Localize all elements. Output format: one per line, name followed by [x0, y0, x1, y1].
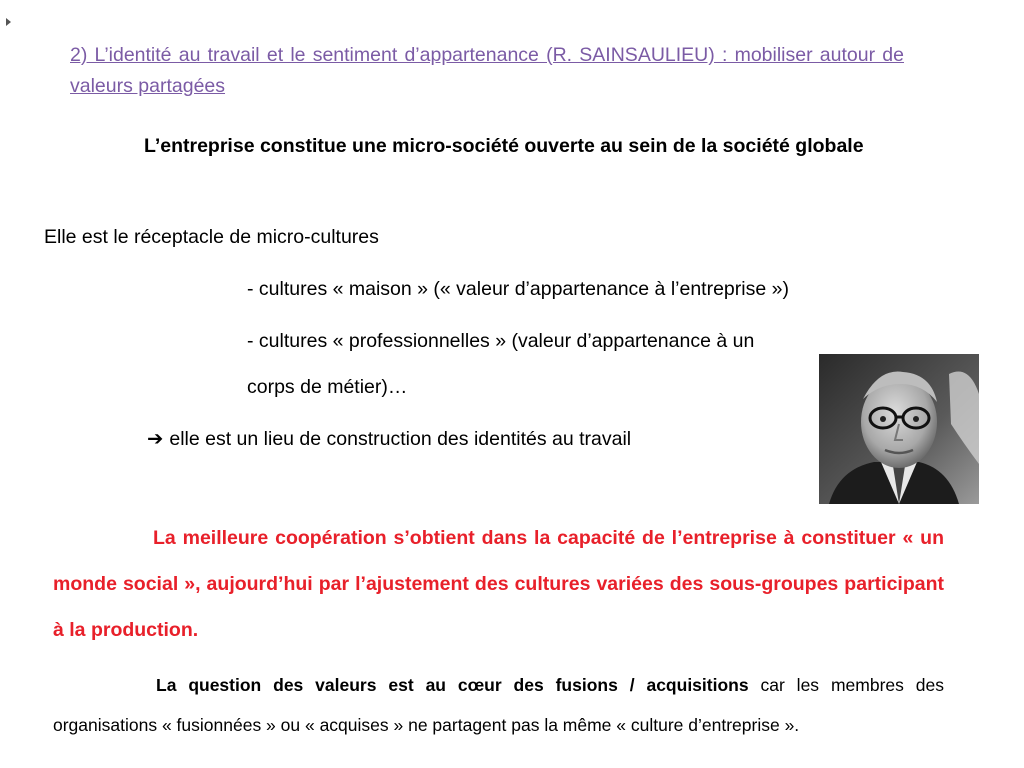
receptacle-line: Elle est le réceptacle de micro-cultures	[44, 226, 379, 248]
culture-maison-item: - cultures « maison » (« valeur d’appartenance à l’entreprise »)	[247, 278, 789, 300]
values-rest: car les membres des organisations « fusionnées » ou « acquises » ne partagent pas la même « culture d’entreprise ».	[53, 675, 944, 735]
values-paragraph	[53, 665, 944, 745]
slide-bullet-icon	[6, 18, 11, 26]
intro-paragraph: L’entreprise constitue une micro-société ouverte au sein de la société globale	[144, 135, 864, 157]
arrow-right-icon: ➔	[147, 428, 164, 450]
values-bold-lead: La question des valeurs est au cœur des fusions / acquisitions	[156, 675, 749, 695]
conclusion-line	[147, 425, 631, 453]
culture-professionnelle-item-cont: corps de métier)…	[247, 376, 408, 398]
portrait-photo	[819, 354, 979, 504]
culture-professionnelle-item: - cultures « professionnelles » (valeur d’appartenance à un	[247, 330, 755, 352]
slide-title: 2) L’identité au travail et le sentiment d’appartenance (R. SAINSAULIEU) : mobiliser autour de valeurs partagées	[70, 44, 904, 97]
conclusion-text: elle est un lieu de construction des identités au travail	[169, 428, 632, 450]
cooperation-statement: La meilleure coopération s’obtient dans la capacité de l’entreprise à constituer « un monde social », aujourd’hui par l’ajustement des cultures variées des sous-groupes participant à la production.	[53, 527, 944, 641]
